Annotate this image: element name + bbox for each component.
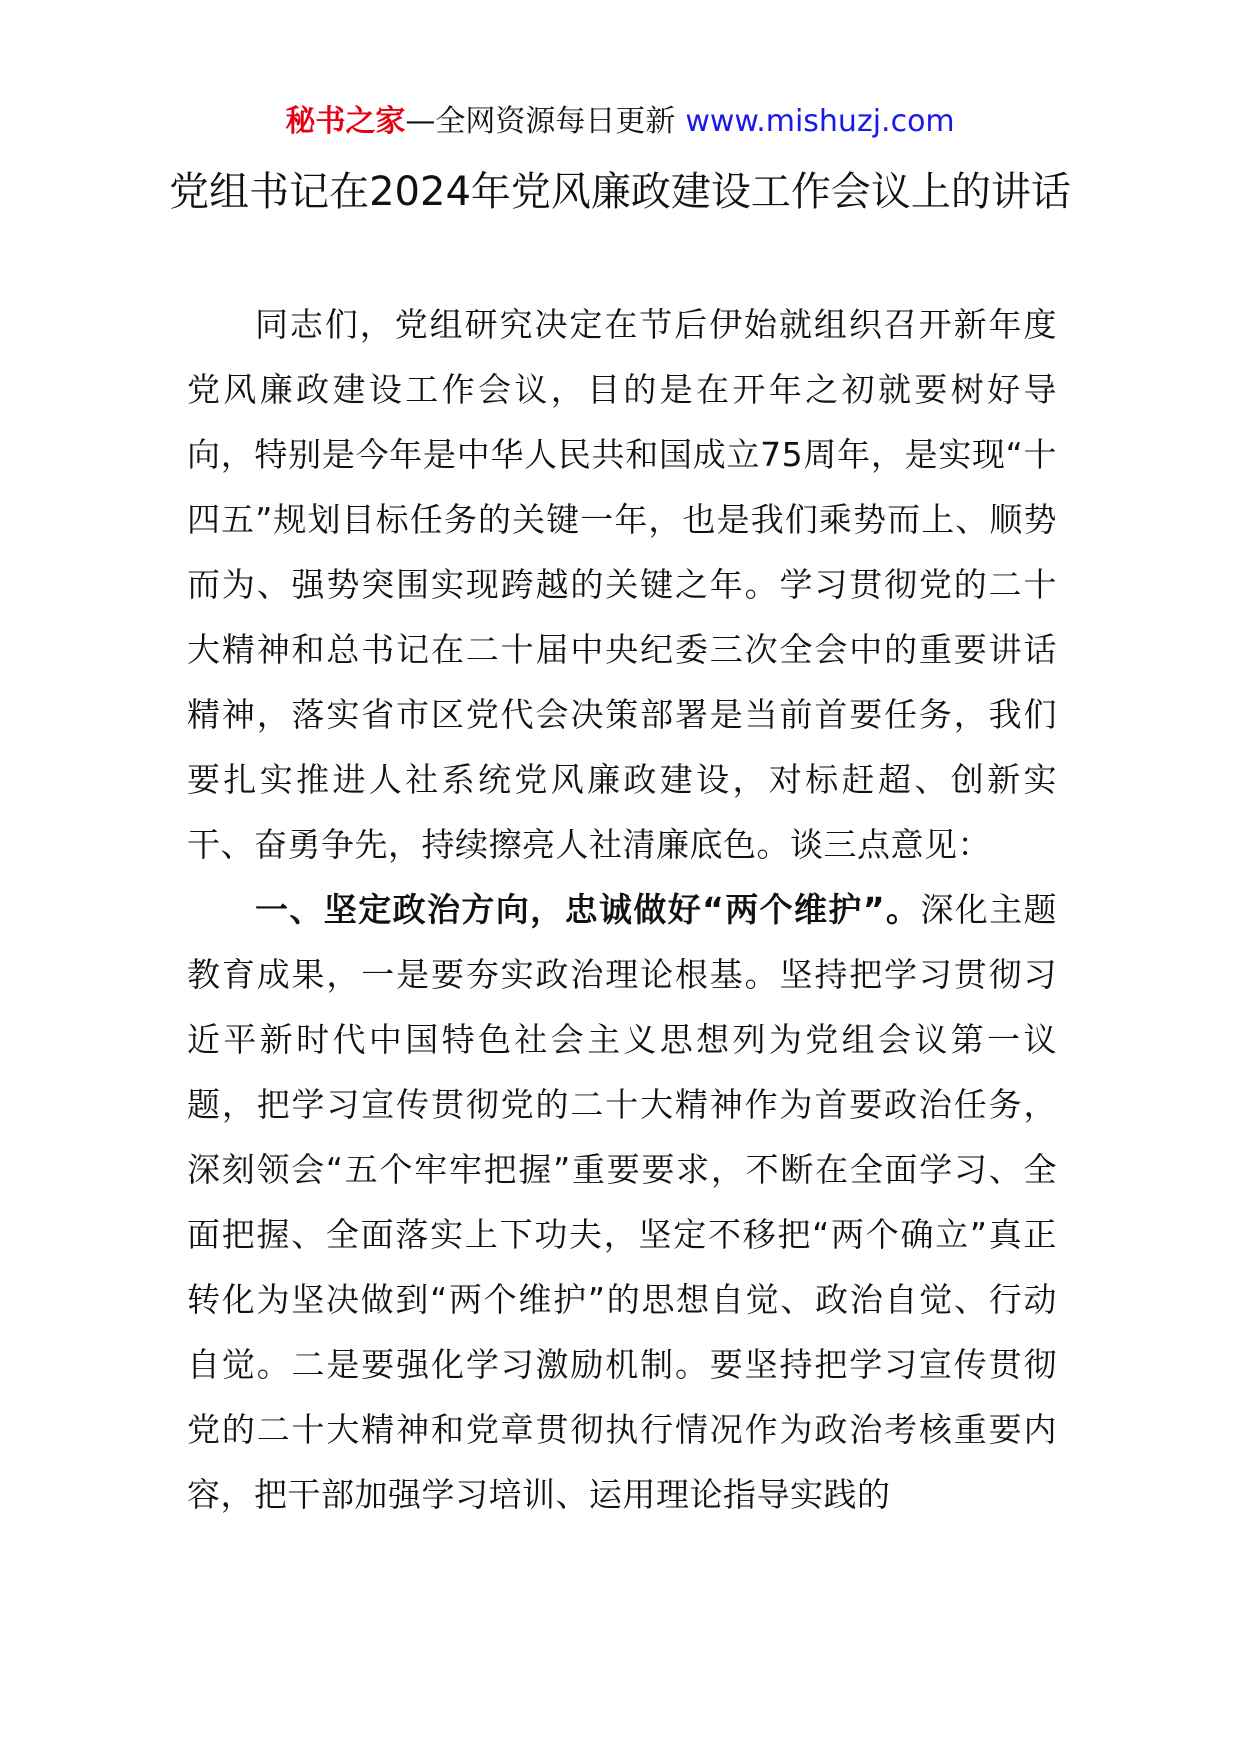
document-title: 党组书记在2024年党风廉政建设工作会议上的讲话 xyxy=(169,169,1071,215)
paragraph-section-one xyxy=(187,877,1057,1527)
site-tagline: —全网资源每日更新 xyxy=(405,104,676,139)
section-heading: 一、坚定政治方向，忠诚做好“两个维护”。 xyxy=(255,890,921,929)
site-url-link[interactable]: www.mishuzj.com xyxy=(685,104,955,139)
document-body xyxy=(187,292,1057,1527)
paragraph-text: 深化主题教育成果，一是要夯实政治理论根基。坚持把学习贯彻习近平新时代中国特色社会主义思想列为党组会议第一议题，把学习宣传贯彻党的二十大精神作为首要政治任务，深刻领会“五个牢牢把握”重要要求，不断在全面学习、全面把握、全面落实上下功夫，坚定不移把“两个确立”真正转化为坚决做到“两个维护”的思想自觉、政治自觉、行动自觉。二是要强化学习激励机制。要坚持把学习宣传贯彻党的二十大精神和党章贯彻执行情况作为政治考核重要内容，把干部加强学习培训、运用理论指导实践的 xyxy=(187,890,1058,1514)
paragraph-text: 同志们，党组研究决定在节后伊始就组织召开新年度党风廉政建设工作会议，目的是在开年之初就要树好导向，特别是今年是中华人民共和国成立75周年，是实现“十四五”规划目标任务的关键一年，也是我们乘势而上、顺势而为、强势突围实现跨越的关键之年。学习贯彻党的二十大精神和总书记在二十届中央纪委三次全会中的重要讲话精神，落实省市区党代会决策部署是当前首要任务，我们要扎实推进人社系统党风廉政建设，对标赶超、创新实干、奋勇争先，持续擦亮人社清廉底色。谈三点意见： xyxy=(187,305,1057,864)
site-name: 秘书之家 xyxy=(285,104,406,139)
site-header xyxy=(0,100,1240,144)
paragraph-intro xyxy=(187,292,1057,877)
